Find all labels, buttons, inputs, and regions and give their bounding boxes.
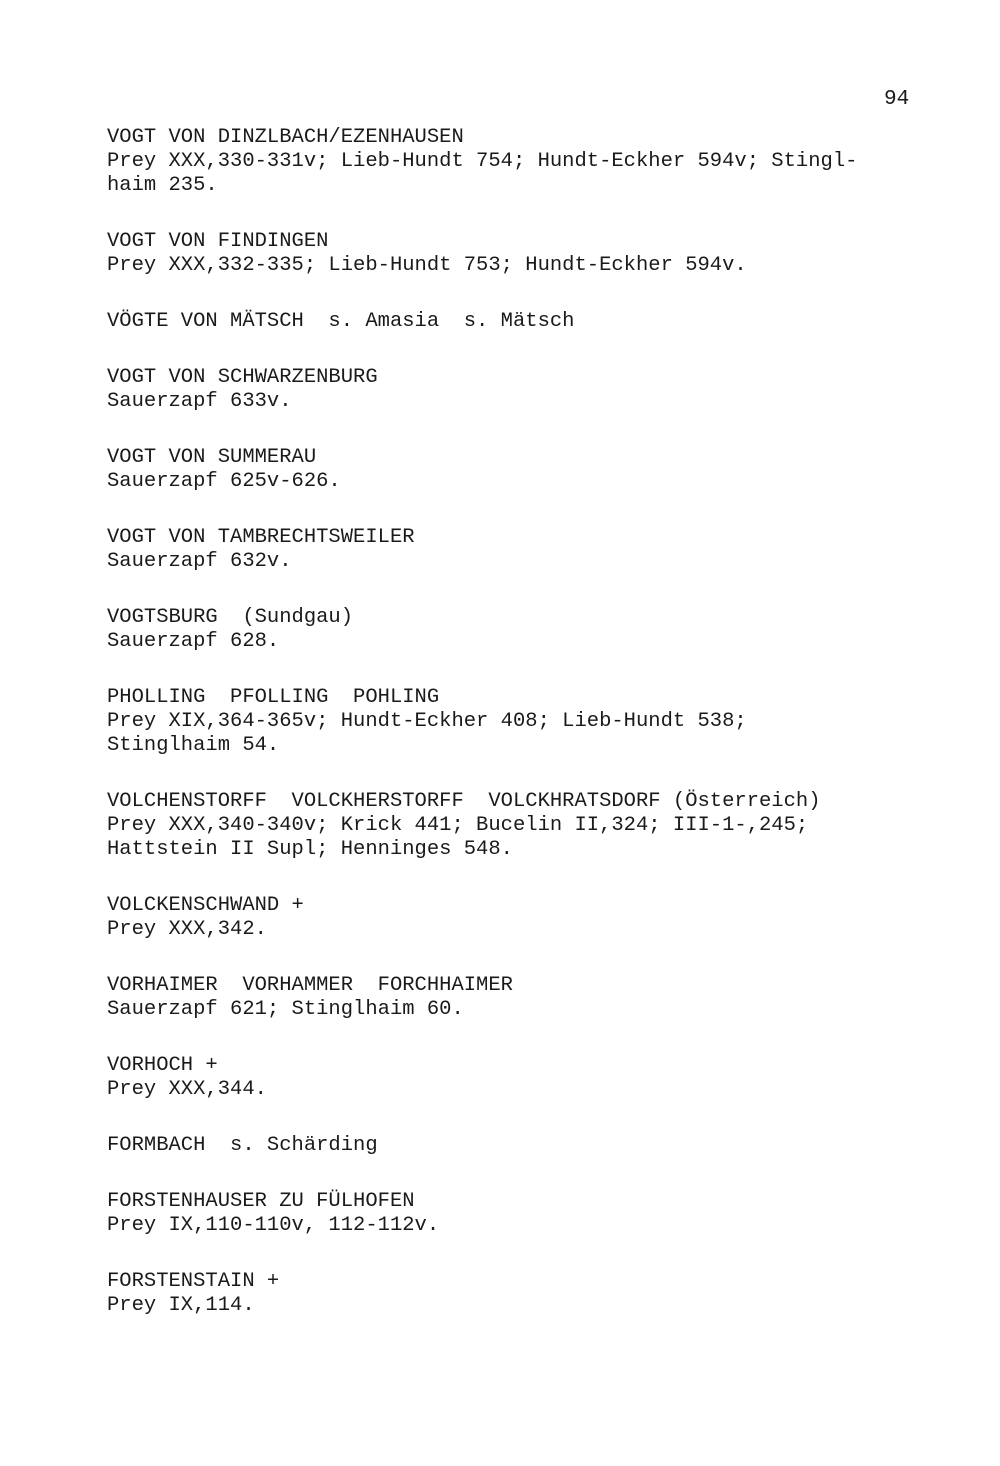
entry-reference: Prey XXX,344. [107, 1078, 267, 1101]
page-number: 94 [884, 88, 910, 111]
index-entry [107, 366, 967, 414]
entry-reference: haim 235. [107, 174, 218, 197]
index-entry [107, 1270, 967, 1318]
index-entry [107, 974, 967, 1022]
index-entry [107, 894, 967, 942]
entry-heading: VOGT VON SUMMERAU [107, 446, 317, 469]
index-entry [107, 446, 967, 494]
entry-heading: FORMBACH s. Schärding [107, 1134, 378, 1157]
entry-heading: VOLCHENSTORFF VOLCKHERSTORFF VOLCKHRATSDORF (Österreich) [107, 790, 821, 813]
entry-heading: VÖGTE VON MÄTSCH s. Amasia s. Mätsch [107, 310, 575, 333]
index-entry [107, 1190, 967, 1238]
entry-reference: Prey XXX,330-331v; Lieb-Hundt 754; Hundt-Eckher 594v; Stingl- [107, 150, 858, 173]
entry-heading: VOGT VON SCHWARZENBURG [107, 366, 378, 389]
index-entry [107, 1054, 967, 1102]
index-entry [107, 790, 967, 862]
entry-reference: Hattstein II Supl; Henninges 548. [107, 838, 513, 861]
index-entry [107, 526, 967, 574]
entry-heading: VOLCKENSCHWAND + [107, 894, 304, 917]
entry-heading: VORHOCH + [107, 1054, 218, 1077]
index-entry [107, 126, 967, 198]
entry-reference: Prey IX,110-110v, 112-112v. [107, 1214, 440, 1237]
entry-heading: VORHAIMER VORHAMMER FORCHHAIMER [107, 974, 513, 997]
entry-heading: PHOLLING PFOLLING POHLING [107, 686, 440, 709]
entry-heading: VOGT VON FINDINGEN [107, 230, 329, 253]
entry-heading: FORSTENSTAIN + [107, 1270, 280, 1293]
entry-list [107, 126, 967, 1350]
index-entry [107, 686, 967, 758]
entry-reference: Stinglhaim 54. [107, 734, 280, 757]
entry-heading: FORSTENHAUSER ZU FÜLHOFEN [107, 1190, 415, 1213]
entry-reference: Prey XIX,364-365v; Hundt-Eckher 408; Lieb-Hundt 538; [107, 710, 747, 733]
entry-reference: Sauerzapf 628. [107, 630, 280, 653]
index-entry [107, 606, 967, 654]
entry-reference: Prey XXX,342. [107, 918, 267, 941]
index-entry [107, 310, 967, 334]
entry-reference: Prey IX,114. [107, 1294, 255, 1317]
entry-heading: VOGT VON DINZLBACH/EZENHAUSEN [107, 126, 464, 149]
index-entry [107, 1134, 967, 1158]
entry-reference: Sauerzapf 633v. [107, 390, 292, 413]
index-entry [107, 230, 967, 278]
entry-reference: Sauerzapf 625v-626. [107, 470, 341, 493]
entry-reference: Prey XXX,332-335; Lieb-Hundt 753; Hundt-Eckher 594v. [107, 254, 747, 277]
entry-reference: Prey XXX,340-340v; Krick 441; Bucelin II,324; III-1-,245; [107, 814, 809, 837]
entry-reference: Sauerzapf 632v. [107, 550, 292, 573]
entry-heading: VOGTSBURG (Sundgau) [107, 606, 354, 629]
entry-reference: Sauerzapf 621; Stinglhaim 60. [107, 998, 464, 1021]
entry-heading: VOGT VON TAMBRECHTSWEILER [107, 526, 415, 549]
